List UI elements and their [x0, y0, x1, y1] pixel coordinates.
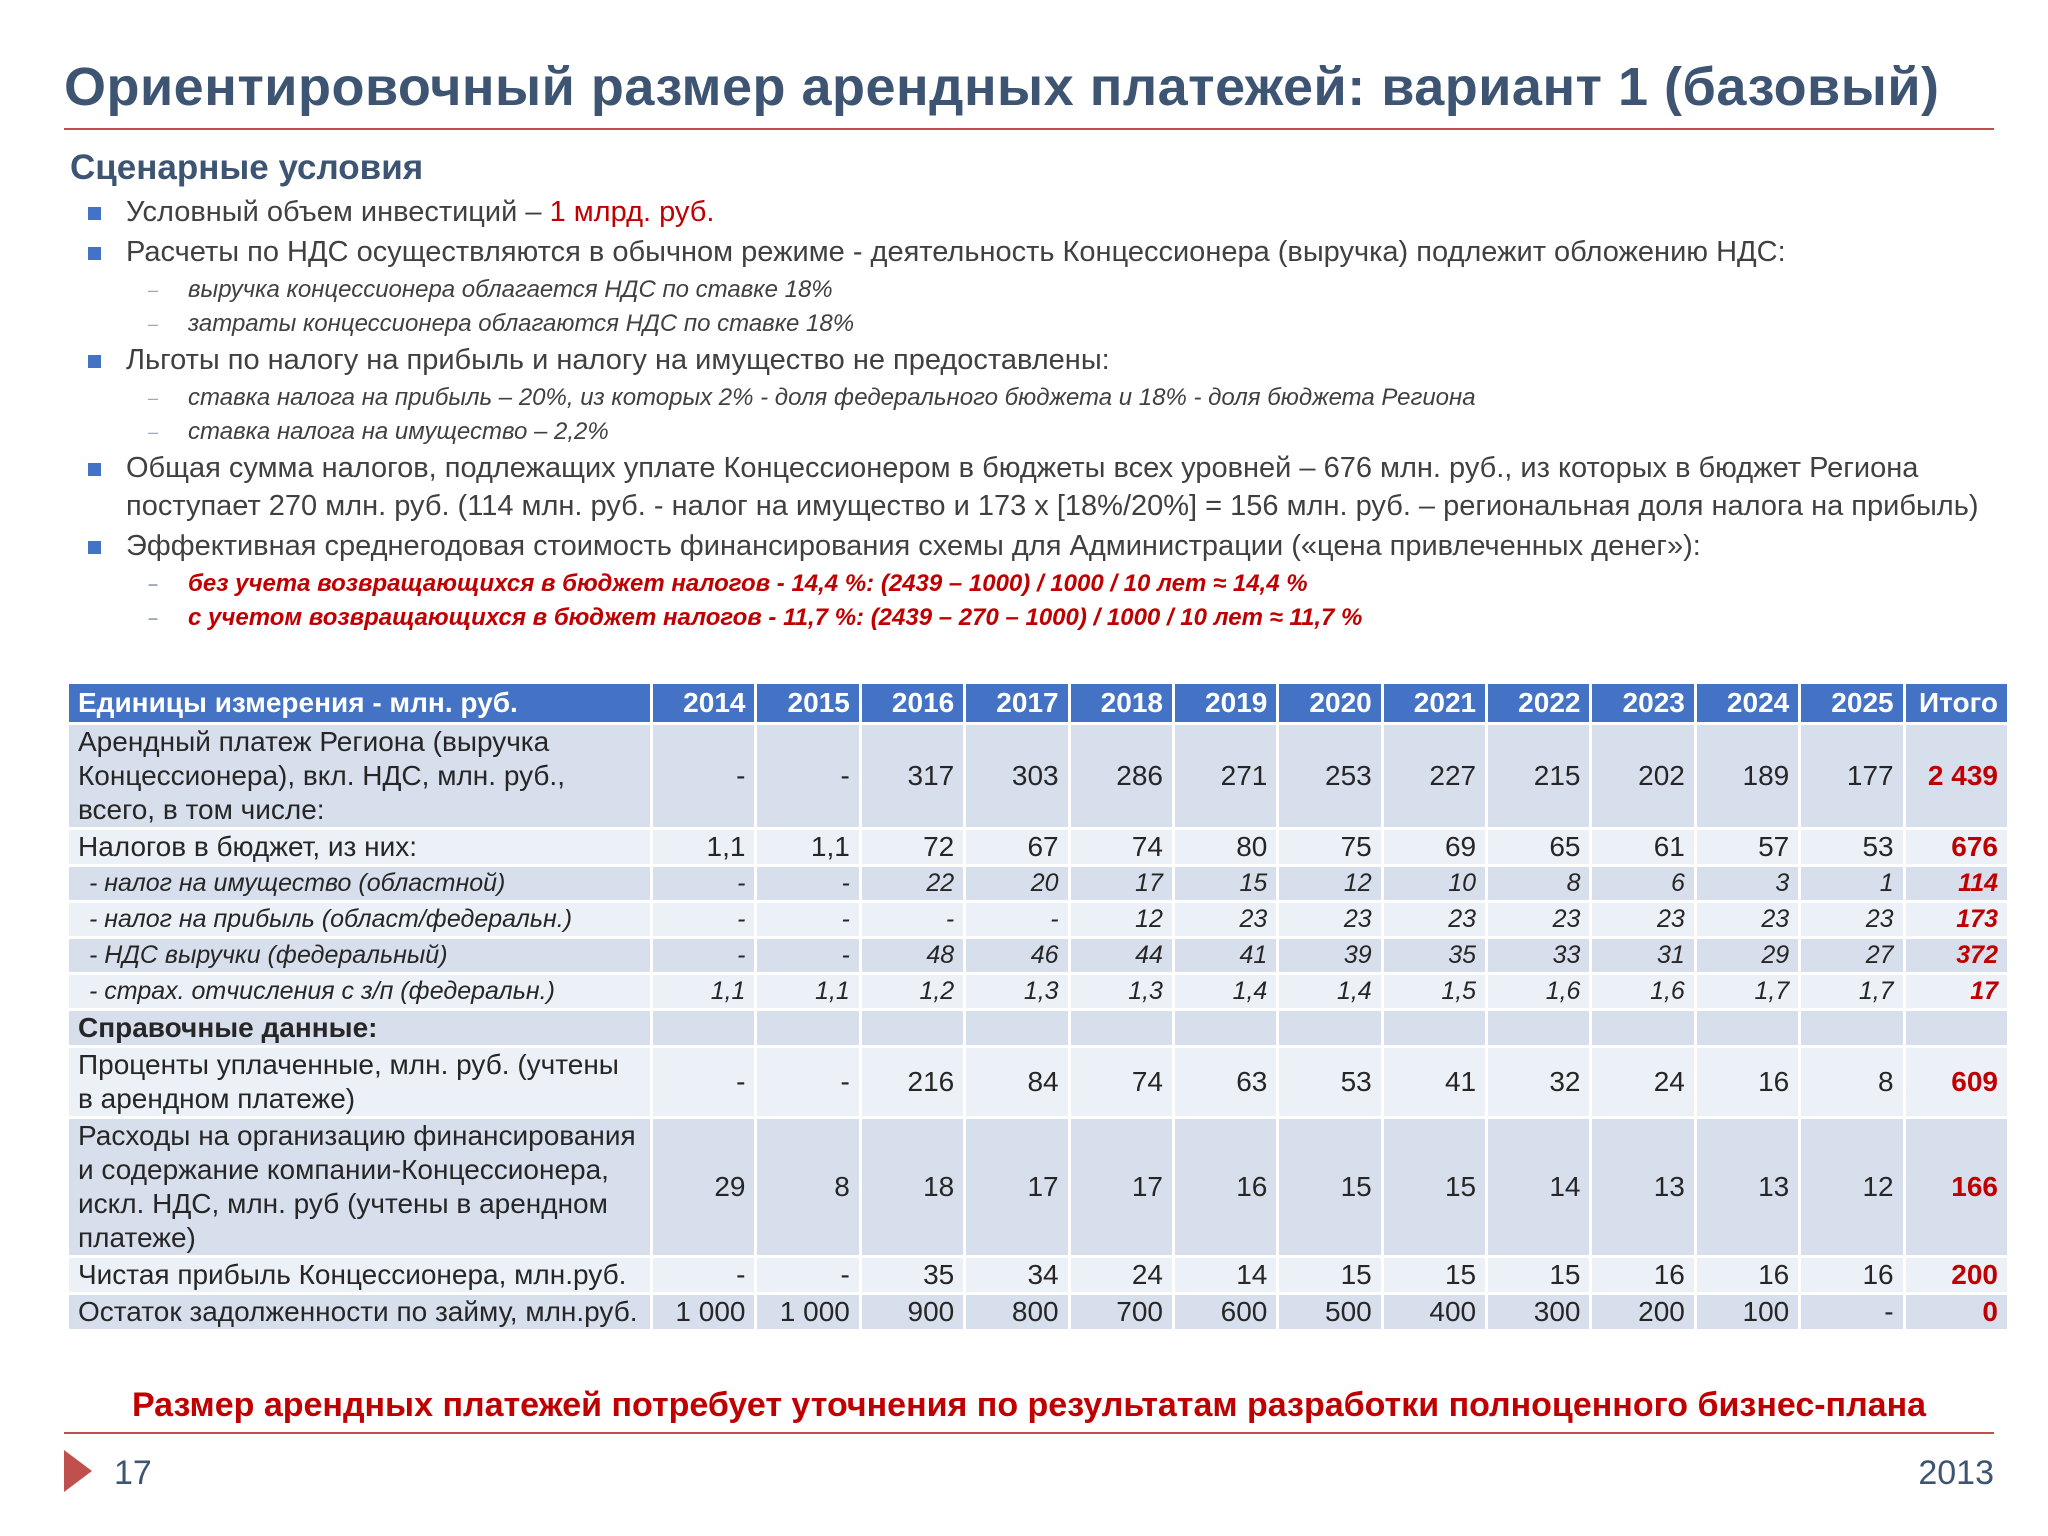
- cell-value: 44: [1069, 938, 1173, 974]
- cell-total: 676: [1904, 829, 2008, 866]
- cell-value: 1,4: [1278, 974, 1382, 1010]
- cell-value: 27: [1800, 938, 1904, 974]
- header-units: Единицы измерения - млн. руб.: [68, 683, 652, 724]
- slide-title: Ориентировочный размер арендных платежей: вариант 1 (базовый): [64, 57, 1940, 117]
- cell-value: 80: [1173, 829, 1277, 866]
- cell-value: -: [756, 724, 860, 829]
- conclusion-text: Размер арендных платежей потребует уточнения по результатам разработки полноценного бизнес-плана: [131, 1386, 1927, 1424]
- cell-value: -: [756, 1257, 860, 1294]
- cell-value: 6: [1591, 866, 1695, 902]
- cell-value: 74: [1069, 829, 1173, 866]
- cell-value: 20: [965, 866, 1069, 902]
- header-total: Итого: [1904, 683, 2008, 724]
- sub-with-tax-return: – с учетом возвращающихся в бюджет налогов - 11,7 %: (2439 – 270 – 1000) / 1000 / 10 лет ≈ 11,7 %: [88, 601, 1988, 635]
- cell-value: 1,6: [1487, 974, 1591, 1010]
- cell-value: [1382, 1010, 1486, 1047]
- header-year: 2021: [1382, 683, 1486, 724]
- header-year: 2020: [1278, 683, 1382, 724]
- cell-total: 372: [1904, 938, 2008, 974]
- table-header-row: [68, 683, 2009, 724]
- cell-total: 200: [1904, 1257, 2008, 1294]
- row-label: - страх. отчисления с з/п (федеральн.): [68, 974, 652, 1010]
- table-row: [68, 1047, 2009, 1118]
- table-row: [68, 1118, 2009, 1257]
- cell-value: 1,2: [860, 974, 964, 1010]
- cell-value: 1,1: [652, 829, 756, 866]
- header-year: 2017: [965, 683, 1069, 724]
- cell-value: 39: [1278, 938, 1382, 974]
- header-year: 2018: [1069, 683, 1173, 724]
- cell-value: 15: [1382, 1257, 1486, 1294]
- table-row: [68, 1294, 2009, 1331]
- cell-value: 32: [1487, 1047, 1591, 1118]
- cell-total: 114: [1904, 866, 2008, 902]
- cell-value: 65: [1487, 829, 1591, 866]
- cell-value: 215: [1487, 724, 1591, 829]
- bullet-tax-benefits: Льготы по налогу на прибыль и налогу на имущество не предоставлены:: [88, 341, 1988, 379]
- cell-value: 216: [860, 1047, 964, 1118]
- table-row: [68, 938, 2009, 974]
- cell-value: -: [756, 866, 860, 902]
- cell-value: 46: [965, 938, 1069, 974]
- cell-value: 67: [965, 829, 1069, 866]
- cell-value: 69: [1382, 829, 1486, 866]
- cell-total: 2 439: [1904, 724, 2008, 829]
- row-label: Проценты уплаченные, млн. руб. (учтены в арендном платеже): [68, 1047, 652, 1118]
- scenario-bullets: [88, 193, 1988, 635]
- cell-value: 24: [1069, 1257, 1173, 1294]
- cell-value: 41: [1382, 1047, 1486, 1118]
- cell-total: [1904, 1010, 2008, 1047]
- cell-value: 1,4: [1173, 974, 1277, 1010]
- cell-value: 17: [1069, 866, 1173, 902]
- cell-value: 15: [1278, 1118, 1382, 1257]
- cell-value: 24: [1591, 1047, 1695, 1118]
- row-label: Арендный платеж Региона (выручка Концессионера), вкл. НДС, млн. руб., всего, в том числе:: [68, 724, 652, 829]
- bullet-vat: Расчеты по НДС осуществляются в обычном режиме - деятельность Концессионера (выручка) подлежит обложению НДС:: [88, 233, 1988, 271]
- cell-value: 15: [1487, 1257, 1591, 1294]
- cell-value: 13: [1695, 1118, 1799, 1257]
- cell-value: [1487, 1010, 1591, 1047]
- header-year: 2024: [1695, 683, 1799, 724]
- sub-vat-revenue: – выручка концессионера облагается НДС по ставке 18%: [88, 273, 1988, 307]
- cell-value: 286: [1069, 724, 1173, 829]
- cell-value: 12: [1069, 902, 1173, 938]
- cell-value: 189: [1695, 724, 1799, 829]
- cell-value: -: [756, 1047, 860, 1118]
- cell-value: 61: [1591, 829, 1695, 866]
- cell-value: 29: [652, 1118, 756, 1257]
- payments-table: [66, 681, 2010, 1332]
- footer-divider: [64, 1432, 1994, 1434]
- cell-value: 900: [860, 1294, 964, 1331]
- cell-value: 1,1: [756, 974, 860, 1010]
- cell-value: 12: [1800, 1118, 1904, 1257]
- bullet-total-taxes: Общая сумма налогов, подлежащих уплате Концессионером в бюджеты всех уровней – 676 млн. руб., из которых в бюджет Региона поступает 270 млн. руб. (114 млн. руб. - налог на имущество и 173 х [18%/20%] = 156 млн. руб. – региональная доля налога на прибыль): [88, 449, 1988, 525]
- row-label: Остаток задолженности по займу, млн.руб.: [68, 1294, 652, 1331]
- cell-value: 23: [1173, 902, 1277, 938]
- table-row: [68, 724, 2009, 829]
- cell-value: 16: [1591, 1257, 1695, 1294]
- header-year: 2023: [1591, 683, 1695, 724]
- cell-value: 1: [1800, 866, 1904, 902]
- row-label: - налог на имущество (областной): [68, 866, 652, 902]
- cell-total: 17: [1904, 974, 2008, 1010]
- cell-value: 1,6: [1591, 974, 1695, 1010]
- cell-value: 33: [1487, 938, 1591, 974]
- cell-value: [1591, 1010, 1695, 1047]
- cell-value: 18: [860, 1118, 964, 1257]
- cell-value: 1,1: [652, 974, 756, 1010]
- header-year: 2025: [1800, 683, 1904, 724]
- table-row: [68, 974, 2009, 1010]
- cell-value: 22: [860, 866, 964, 902]
- cell-value: -: [860, 902, 964, 938]
- cell-value: -: [756, 902, 860, 938]
- cell-value: 400: [1382, 1294, 1486, 1331]
- cell-value: 1 000: [652, 1294, 756, 1331]
- cell-value: 84: [965, 1047, 1069, 1118]
- cell-value: 8: [756, 1118, 860, 1257]
- cell-value: 23: [1800, 902, 1904, 938]
- bullet-accent: 1 млрд. руб.: [549, 196, 715, 228]
- cell-value: [1800, 1010, 1904, 1047]
- cell-value: 800: [965, 1294, 1069, 1331]
- cell-value: 23: [1591, 902, 1695, 938]
- cell-value: 12: [1278, 866, 1382, 902]
- table-row: [68, 866, 2009, 902]
- cell-value: [756, 1010, 860, 1047]
- cell-value: [652, 1010, 756, 1047]
- cell-value: 15: [1382, 1118, 1486, 1257]
- cell-value: 177: [1800, 724, 1904, 829]
- row-label: - налог на прибыль (област/федеральн.): [68, 902, 652, 938]
- row-label: Налогов в бюджет, из них:: [68, 829, 652, 866]
- cell-value: 31: [1591, 938, 1695, 974]
- cell-value: 57: [1695, 829, 1799, 866]
- page-number: 17: [114, 1454, 152, 1492]
- cell-value: -: [652, 1257, 756, 1294]
- cell-value: [1278, 1010, 1382, 1047]
- bullet-text: Условный объем инвестиций –: [126, 196, 550, 228]
- table-row: [68, 829, 2009, 866]
- sub-without-tax-return: – без учета возвращающихся в бюджет налогов - 14,4 %: (2439 – 1000) / 1000 / 10 лет ≈ 14,4 %: [88, 567, 1988, 601]
- cell-value: 1,3: [1069, 974, 1173, 1010]
- cell-value: 500: [1278, 1294, 1382, 1331]
- cell-value: 53: [1278, 1047, 1382, 1118]
- cell-value: 16: [1695, 1257, 1799, 1294]
- sub-profit-tax: – ставка налога на прибыль – 20%, из которых 2% - доля федерального бюджета и 18% - доля бюджета Региона: [88, 381, 1988, 415]
- table-row: [68, 1257, 2009, 1294]
- bullet-effective-cost: Эффективная среднегодовая стоимость финансирования схемы для Администрации («цена привлеченных денег»):: [88, 527, 1988, 565]
- cell-value: 16: [1173, 1118, 1277, 1257]
- cell-value: 300: [1487, 1294, 1591, 1331]
- cell-total: 173: [1904, 902, 2008, 938]
- cell-value: 41: [1173, 938, 1277, 974]
- cell-value: 23: [1382, 902, 1486, 938]
- header-year: 2016: [860, 683, 964, 724]
- title-divider: [64, 128, 1994, 130]
- cell-value: 253: [1278, 724, 1382, 829]
- cell-value: -: [1800, 1294, 1904, 1331]
- cell-value: -: [756, 938, 860, 974]
- row-label: - НДС выручки (федеральный): [68, 938, 652, 974]
- cell-value: 15: [1173, 866, 1277, 902]
- table-body: [68, 724, 2009, 1331]
- cell-value: [1695, 1010, 1799, 1047]
- sub-property-tax: – ставка налога на имущество – 2,2%: [88, 415, 1988, 449]
- cell-value: -: [652, 1047, 756, 1118]
- cell-value: 8: [1487, 866, 1591, 902]
- cell-total: 166: [1904, 1118, 2008, 1257]
- cell-value: 29: [1695, 938, 1799, 974]
- cell-value: [1069, 1010, 1173, 1047]
- cell-value: 72: [860, 829, 964, 866]
- cell-total: 0: [1904, 1294, 2008, 1331]
- cell-value: 63: [1173, 1047, 1277, 1118]
- cell-value: 17: [1069, 1118, 1173, 1257]
- cell-value: 23: [1487, 902, 1591, 938]
- cell-value: -: [652, 866, 756, 902]
- header-year: 2019: [1173, 683, 1277, 724]
- cell-value: 16: [1695, 1047, 1799, 1118]
- cell-value: 8: [1800, 1047, 1904, 1118]
- cell-value: -: [652, 902, 756, 938]
- cell-value: 1,3: [965, 974, 1069, 1010]
- cell-value: 13: [1591, 1118, 1695, 1257]
- cell-value: 1,5: [1382, 974, 1486, 1010]
- cell-value: [965, 1010, 1069, 1047]
- cell-value: 48: [860, 938, 964, 974]
- triangle-marker-icon: [64, 1450, 92, 1492]
- cell-value: 23: [1278, 902, 1382, 938]
- cell-value: 200: [1591, 1294, 1695, 1331]
- table-row: [68, 1010, 2009, 1047]
- header-year: 2014: [652, 683, 756, 724]
- cell-value: 3: [1695, 866, 1799, 902]
- cell-value: 35: [1382, 938, 1486, 974]
- cell-value: 700: [1069, 1294, 1173, 1331]
- cell-value: 100: [1695, 1294, 1799, 1331]
- cell-value: 303: [965, 724, 1069, 829]
- header-year: 2022: [1487, 683, 1591, 724]
- cell-value: 271: [1173, 724, 1277, 829]
- section-subtitle: Сценарные условия: [70, 148, 424, 187]
- cell-value: 14: [1487, 1118, 1591, 1257]
- cell-value: 34: [965, 1257, 1069, 1294]
- cell-value: 1,7: [1695, 974, 1799, 1010]
- cell-value: -: [652, 938, 756, 974]
- cell-value: 10: [1382, 866, 1486, 902]
- cell-total: 609: [1904, 1047, 2008, 1118]
- cell-value: 1,7: [1800, 974, 1904, 1010]
- table-row: [68, 902, 2009, 938]
- cell-value: 17: [965, 1118, 1069, 1257]
- cell-value: 53: [1800, 829, 1904, 866]
- cell-value: -: [652, 724, 756, 829]
- header-year: 2015: [756, 683, 860, 724]
- row-label: Чистая прибыль Концессионера, млн.руб.: [68, 1257, 652, 1294]
- cell-value: 35: [860, 1257, 964, 1294]
- cell-value: 15: [1278, 1257, 1382, 1294]
- row-label: Расходы на организацию финансирования и содержание компании-Концессионера, искл. НДС, млн. руб (учтены в арендном платеже): [68, 1118, 652, 1257]
- cell-value: 74: [1069, 1047, 1173, 1118]
- cell-value: [1173, 1010, 1277, 1047]
- cell-value: 317: [860, 724, 964, 829]
- footer-year: 2013: [1918, 1454, 1994, 1492]
- cell-value: [860, 1010, 964, 1047]
- cell-value: 202: [1591, 724, 1695, 829]
- cell-value: 14: [1173, 1257, 1277, 1294]
- bullet-investment: [88, 193, 1988, 231]
- cell-value: 16: [1800, 1257, 1904, 1294]
- cell-value: -: [965, 902, 1069, 938]
- cell-value: 23: [1695, 902, 1799, 938]
- cell-value: 600: [1173, 1294, 1277, 1331]
- cell-value: 227: [1382, 724, 1486, 829]
- sub-vat-costs: – затраты концессионера облагаются НДС по ставке 18%: [88, 307, 1988, 341]
- row-label: Справочные данные:: [68, 1010, 652, 1047]
- cell-value: 1,1: [756, 829, 860, 866]
- cell-value: 1 000: [756, 1294, 860, 1331]
- cell-value: 75: [1278, 829, 1382, 866]
